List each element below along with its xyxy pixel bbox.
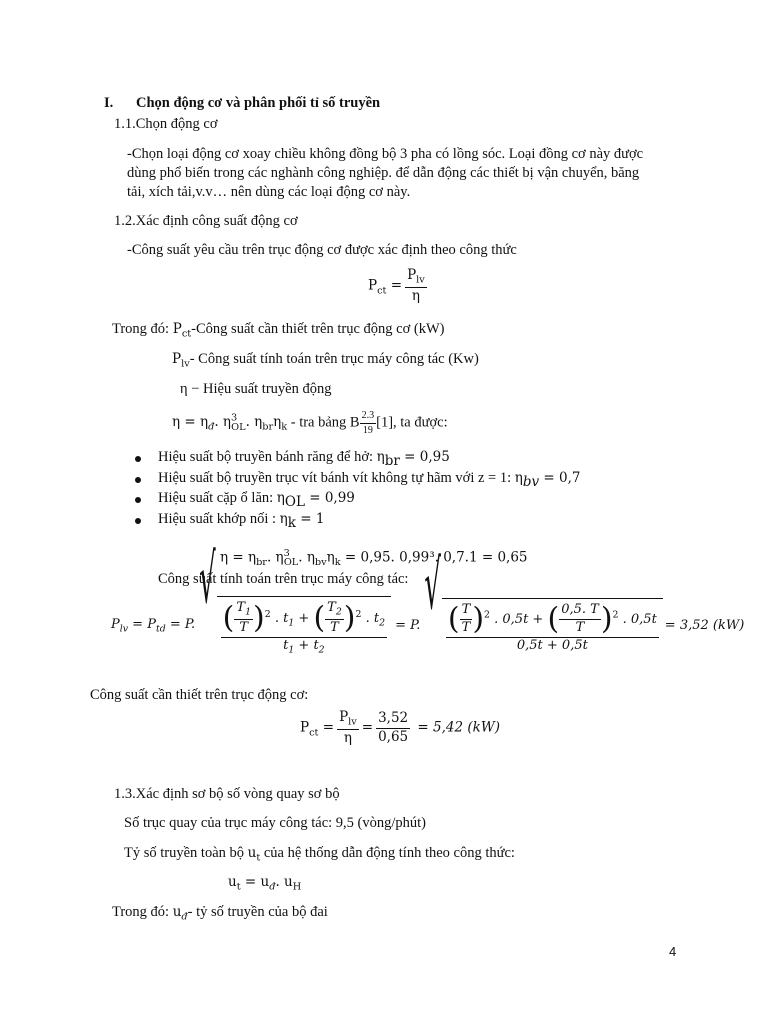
definition-ud: Trong đó: $u_đ-$ tỷ số truyền của bộ đai (112, 904, 328, 923)
bullet-item: Hiệu suất bộ truyền trục vít bánh vít không tự hãm với z = 1: $\eta_{bv} = 0,7$ (158, 470, 581, 490)
paragraph-line: -Chọn loại động cơ xoay chiều không đồng bộ 3 pha có lồng sóc. Loại đồng cơ này được (127, 146, 644, 162)
bullet-dot (135, 518, 141, 524)
formula-pct-result: $P_{ct}$ = $\frac{P_{lv}}{\eta}$ = $\frac{3,52}{0,65}$ = 5,42 (kW) (300, 709, 500, 746)
definition-pct: Trong đó: $P_{ct}$-Công suất cần thiết trên trục động cơ (kW) (112, 321, 445, 340)
intro-text: -Công suất yêu cầu trên trục động cơ được xác định theo công thức (127, 242, 517, 258)
definition-plv: $P_{lv}-$ Công suất tính toán trên trục máy công tác (Kw) (172, 351, 479, 370)
paragraph-line: dùng phổ biến trong các nghành công nghiệp. để dẫn động các thiết bị vận chuyển, băng (127, 165, 640, 181)
subsection-heading-1-2: 1.2.Xác định công suất động cơ (114, 213, 298, 229)
formula-pct: $P_{ct}$ = $\frac{P_{lv}}{\eta}$ (368, 267, 425, 304)
formula-ut: $u_t = u_đ$. $u_H$ (228, 874, 302, 893)
formula-eta-product: $\eta = \eta_đ$. $\eta^3_{OL}$. $\eta_{br}\eta_k$ - tra bảng B $\frac{2.3}{19}$ [1], ta được: (172, 410, 448, 436)
ratio-line: Tỷ số truyền toàn bộ $u_t$ của hệ thống dẫn động tính theo công thức: (124, 845, 515, 864)
bullet-dot (135, 477, 141, 483)
subsection-heading-1-1: 1.1.Chọn động cơ (114, 116, 218, 132)
section-number: I. (104, 95, 114, 111)
bullet-item: Hiệu suất cặp ổ lăn: $\eta_{OL} = 0,99$ (158, 490, 355, 510)
rpm-line: Số trục quay của trục máy công tác: 9,5 (vòng/phút) (124, 815, 427, 831)
plv-intro: Công suất tính toán trên trục máy công tác: (158, 571, 409, 587)
bullet-dot (135, 497, 141, 503)
page-number: 4 (669, 944, 677, 959)
definition-eta: η − Hiệu suất truyền động (180, 381, 332, 397)
formula-plv: $P_{lv} = P_{td} = P$. √ ( $\frac{T_1}{T}$ )$^2$ . $t_1$ + ( $\frac{T_2}{T}$ )$^2$ . $t_2$ $t_1 + t_2$ = P. √ ( $\frac{T}{T}$ )$^2$ . 0,5t + ( $\frac{0,5. T}{T}$ )$^2$ . 0,5t 0,5t + 0,5t = 3,52 (kW) (111, 542, 745, 656)
paragraph-line: tải, xích tải,v.v… nên dùng các loại động cơ này. (127, 184, 411, 200)
bullet-item: Hiệu suất bộ truyền bánh răng để hở: $\eta_{br} = 0,95$ (158, 449, 450, 469)
formula-eta-result: $\eta = \eta_{br}$. $\eta^3_{OL}$. $\eta_{bv}\eta_k = 0,95$. 0,99³. 0,7.1 = 0,65 (220, 548, 528, 569)
pct-intro: Công suất cần thiết trên trục động cơ: (90, 687, 309, 703)
bullet-item: Hiệu suất khớp nối : $\eta_k = 1$ (158, 511, 325, 531)
subsection-heading-1-3: 1.3.Xác định sơ bộ số vòng quay sơ bộ (114, 786, 340, 802)
section-title: Chọn động cơ và phân phối tỉ số truyền (136, 95, 381, 111)
bullet-dot (135, 456, 141, 462)
